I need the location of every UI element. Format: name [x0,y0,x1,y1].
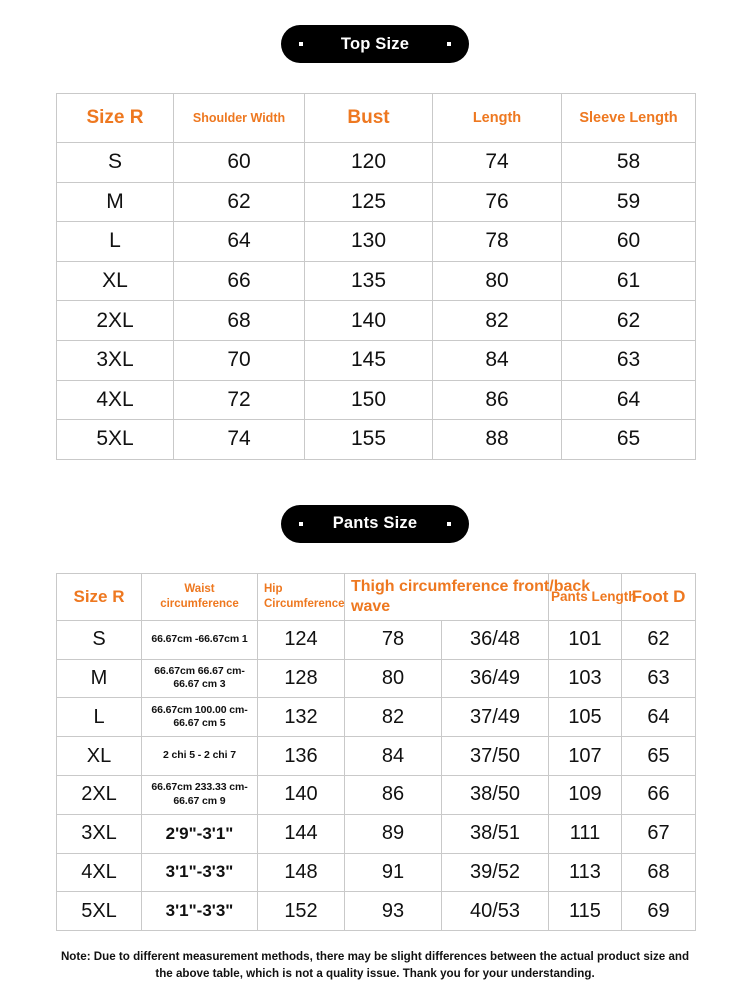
measurement-cell: 82 [345,698,442,737]
size-label-cell: S [57,143,174,183]
table-row [57,737,696,776]
measurement-cell: 63 [562,340,696,380]
measurement-cell: 59 [562,182,696,222]
table-row [57,182,696,222]
measurement-cell: 66 [174,261,305,301]
measurement-cell: 109 [549,775,622,814]
table-row [57,143,696,183]
measurement-cell: 74 [433,143,562,183]
waist-measurement-cell: 3'1"-3'3" [142,853,258,892]
measurement-cell: 140 [258,775,345,814]
measurement-cell: 89 [345,814,442,853]
measurement-cell: 88 [433,420,562,460]
size-label-cell: 2XL [57,301,174,341]
measurement-cell: 69 [622,892,696,931]
measurement-cell: 101 [549,620,622,659]
measurement-cell: 155 [305,420,433,460]
size-label-cell: 4XL [57,380,174,420]
table-row [57,853,696,892]
measurement-cell: 67 [622,814,696,853]
measurement-cell: 37/50 [442,737,549,776]
column-header-shoulder-width: Shoulder Width [174,94,305,143]
size-label-cell: 3XL [57,814,142,853]
measurement-cell: 140 [305,301,433,341]
size-label-cell: XL [57,261,174,301]
size-label-cell: M [57,182,174,222]
measurement-cell: 78 [433,222,562,262]
top-size-badge-label: Top Size [340,34,410,53]
badge-dot-left-icon [299,42,303,46]
measurement-cell: 152 [258,892,345,931]
measurement-cell: 38/50 [442,775,549,814]
size-label-cell: 3XL [57,340,174,380]
measurement-cell: 66 [622,775,696,814]
measurement-cell: 70 [174,340,305,380]
measurement-cell: 120 [305,143,433,183]
measurement-cell: 136 [258,737,345,776]
column-header-pants-length: Pants Length [549,573,622,620]
column-header-size: Size R [57,94,174,143]
top-size-table-body [57,143,696,460]
top-size-table-wrap [0,93,750,460]
size-label-cell: 5XL [57,420,174,460]
measurement-cell: 64 [174,222,305,262]
measurement-cell: 61 [562,261,696,301]
table-row [57,775,696,814]
measurement-cell: 74 [174,420,305,460]
waist-measurement-cell: 66.67cm 100.00 cm-66.67 cm 5 [142,698,258,737]
measurement-cell: 115 [549,892,622,931]
measurement-cell: 132 [258,698,345,737]
size-label-cell: XL [57,737,142,776]
waist-measurement-cell: 2'9"-3'1" [142,814,258,853]
column-header-foot-d: Foot D [622,573,696,620]
measurement-cell: 86 [345,775,442,814]
measurement-cell: 68 [622,853,696,892]
size-label-cell: L [57,222,174,262]
column-header-thigh: Thigh circumference front/back wave [345,573,549,620]
measurement-cell: 130 [305,222,433,262]
measurement-cell: 103 [549,659,622,698]
measurement-cell: 144 [258,814,345,853]
waist-measurement-cell: 66.67cm 66.67 cm-66.67 cm 3 [142,659,258,698]
measurement-cell: 40/53 [442,892,549,931]
waist-measurement-cell: 2 chi 5 - 2 chi 7 [142,737,258,776]
badge-dot-right-icon [447,42,451,46]
measurement-cell: 38/51 [442,814,549,853]
measurement-cell: 125 [305,182,433,222]
measurement-cell: 111 [549,814,622,853]
table-row [57,698,696,737]
measurement-cell: 113 [549,853,622,892]
badge-dot-left-icon [299,522,303,526]
measurement-cell: 65 [622,737,696,776]
column-header-hip: Hip Circumference [258,573,345,620]
measurement-cell: 128 [258,659,345,698]
size-label-cell: L [57,698,142,737]
measurement-cell: 84 [345,737,442,776]
pants-size-badge-label: Pants Size [332,514,418,533]
measurement-cell: 64 [562,380,696,420]
pants-size-badge-wrap [0,505,750,543]
waist-measurement-cell: 66.67cm -66.67cm 1 [142,620,258,659]
measurement-cell: 78 [345,620,442,659]
table-row [57,340,696,380]
measurement-cell: 91 [345,853,442,892]
measurement-cell: 60 [174,143,305,183]
column-header-waist: Waist circumference [142,573,258,620]
size-label-cell: M [57,659,142,698]
measurement-note: Note: Due to different measurement methods, there may be slight differences between the actual product size and the above table, which is not a quality issue. Thank you for your understanding. [60,950,690,980]
measurement-cell: 72 [174,380,305,420]
column-header-bust: Bust [305,94,433,143]
pants-size-table-wrap [0,573,750,931]
measurement-cell: 37/49 [442,698,549,737]
measurement-cell: 105 [549,698,622,737]
table-header-row [57,573,696,620]
measurement-cell: 63 [622,659,696,698]
measurement-cell: 36/49 [442,659,549,698]
waist-measurement-cell: 66.67cm 233.33 cm-66.67 cm 9 [142,775,258,814]
measurement-cell: 39/52 [442,853,549,892]
measurement-cell: 76 [433,182,562,222]
table-row [57,814,696,853]
table-row [57,892,696,931]
pants-size-badge [281,505,469,543]
measurement-cell: 135 [305,261,433,301]
top-size-badge [281,25,469,63]
top-size-table [56,93,696,460]
badge-dot-right-icon [447,522,451,526]
table-row [57,659,696,698]
size-label-cell: 4XL [57,853,142,892]
measurement-cell: 65 [562,420,696,460]
measurement-cell: 68 [174,301,305,341]
measurement-cell: 62 [622,620,696,659]
column-header-size: Size R [57,573,142,620]
measurement-cell: 60 [562,222,696,262]
measurement-cell: 150 [305,380,433,420]
size-label-cell: 2XL [57,775,142,814]
measurement-cell: 62 [562,301,696,341]
column-header-sleeve-length: Sleeve Length [562,94,696,143]
table-row [57,380,696,420]
table-row [57,261,696,301]
measurement-cell: 148 [258,853,345,892]
pants-size-table-body [57,620,696,930]
table-header-row [57,94,696,143]
measurement-cell: 86 [433,380,562,420]
column-header-length: Length [433,94,562,143]
measurement-cell: 80 [433,261,562,301]
measurement-cell: 84 [433,340,562,380]
pants-size-table [56,573,696,931]
top-size-badge-wrap [0,25,750,63]
measurement-cell: 62 [174,182,305,222]
measurement-cell: 64 [622,698,696,737]
measurement-cell: 107 [549,737,622,776]
measurement-cell: 145 [305,340,433,380]
waist-measurement-cell: 3'1"-3'3" [142,892,258,931]
measurement-cell: 93 [345,892,442,931]
measurement-cell: 80 [345,659,442,698]
size-label-cell: S [57,620,142,659]
measurement-cell: 58 [562,143,696,183]
table-row [57,301,696,341]
measurement-cell: 36/48 [442,620,549,659]
size-label-cell: 5XL [57,892,142,931]
table-row [57,222,696,262]
measurement-cell: 82 [433,301,562,341]
table-row [57,420,696,460]
table-row [57,620,696,659]
measurement-cell: 124 [258,620,345,659]
